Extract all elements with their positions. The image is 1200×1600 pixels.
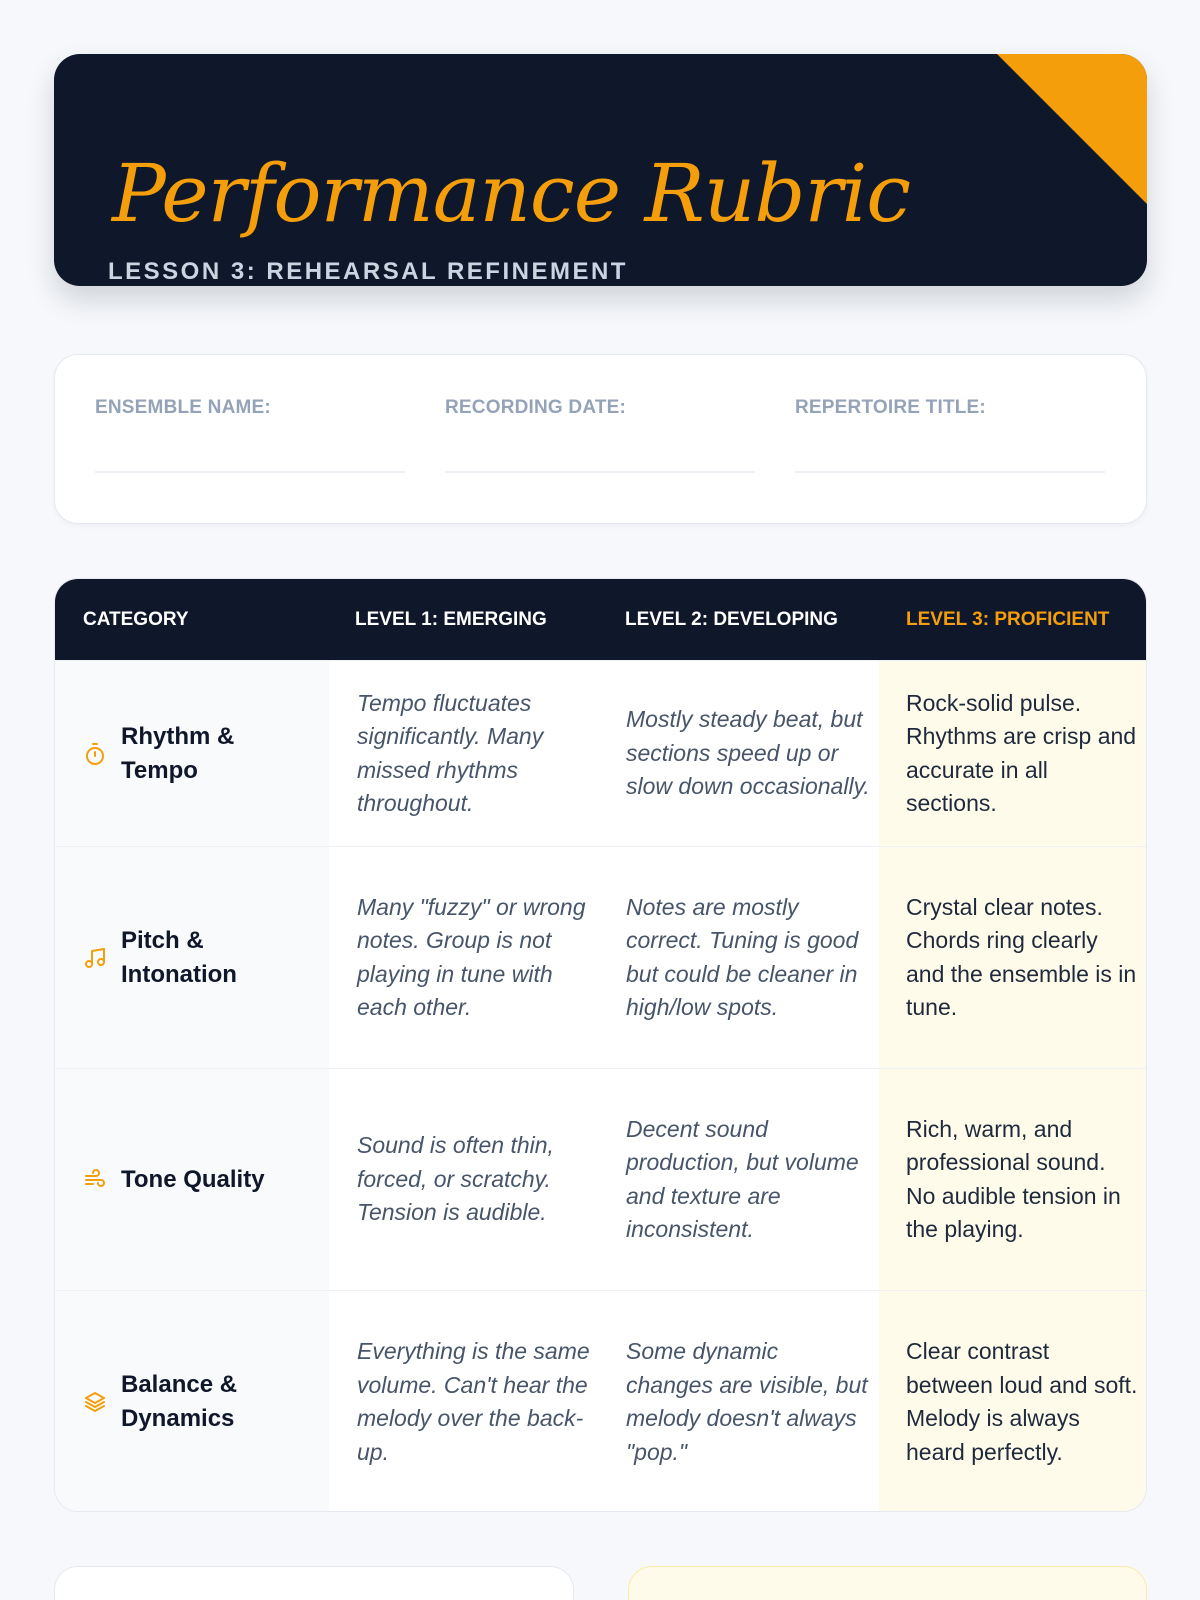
category-cell [55,1291,329,1512]
music-note-icon [83,946,107,970]
level-2-description: Some dynamic changes are visible, but melody doesn't always "pop." [626,1338,868,1465]
table-row [55,1290,1146,1512]
category-cell [55,847,329,1068]
score-card [628,1566,1147,1600]
level-1-description: Everything is the same volume. Can't hear the melody over the back-up. [357,1338,590,1465]
table-row [55,1068,1146,1290]
corner-accent [997,54,1147,204]
category-cell [55,1069,329,1290]
category-label: Pitch & Intonation [121,926,237,988]
ensemble-name-label: ENSEMBLE NAME: [95,397,271,418]
recording-date-line[interactable] [445,471,755,473]
level-3-description: Clear contrast between loud and soft. Melody is always heard perfectly. [879,1291,1147,1512]
column-header-level-1: LEVEL 1: EMERGING [355,608,547,630]
level-2-description: Decent sound production, but volume and texture are inconsistent. [626,1115,859,1242]
wind-icon [83,1168,107,1192]
info-card [54,354,1147,524]
rubric-table [54,578,1147,1512]
repertoire-title-label: REPERTOIRE TITLE: [795,397,986,418]
page-title: Performance Rubric [112,147,911,240]
table-header [55,579,1146,660]
recording-date-label: RECORDING DATE: [445,397,627,418]
category-label: Rhythm & Tempo [121,722,235,784]
category-cell [55,661,329,846]
column-header-level-3: LEVEL 3: PROFICIENT [906,608,1110,630]
level-1-description: Tempo fluctuates significantly. Many missed rhythms throughout. [357,689,544,816]
level-2-description: Mostly steady beat, but sections speed up or slow down occasionally. [626,706,870,800]
category-label: Tone Quality [121,1165,265,1193]
level-1-description: Sound is often thin, forced, or scratchy. Tension is audible. [357,1132,554,1226]
column-header-level-2: LEVEL 2: DEVELOPING [625,608,838,630]
notes-card [54,1566,574,1600]
table-row [55,846,1146,1068]
table-row [55,660,1146,846]
level-3-description: Rock-solid pulse. Rhythms are crisp and accurate in all sections. [879,661,1147,846]
header-banner [54,54,1147,286]
recording-date-field[interactable] [445,397,755,473]
layers-icon [83,1390,107,1414]
page-subtitle: LESSON 3: REHEARSAL REFINEMENT [108,258,628,285]
level-3-description: Crystal clear notes. Chords ring clearly and the ensemble is in tune. [879,847,1147,1068]
ensemble-name-line[interactable] [95,471,405,473]
repertoire-title-line[interactable] [795,471,1105,473]
level-3-description: Rich, warm, and professional sound. No audible tension in the playing. [879,1069,1147,1290]
level-2-description: Notes are mostly correct. Tuning is good but could be cleaner in high/low spots. [626,893,859,1020]
column-header-category: CATEGORY [83,608,189,630]
level-1-description: Many "fuzzy" or wrong notes. Group is not playing in tune with each other. [357,893,586,1020]
repertoire-title-field[interactable] [795,397,1105,473]
ensemble-name-field[interactable] [95,397,405,473]
stopwatch-icon [83,742,107,766]
category-label: Balance & Dynamics [121,1371,238,1432]
